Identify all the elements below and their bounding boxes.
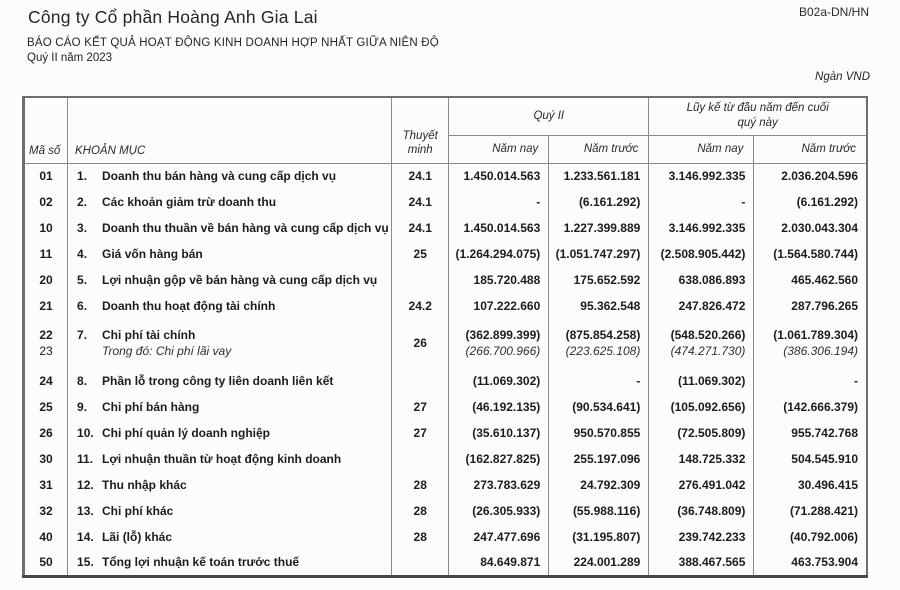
report-title: BÁO CÁO KẾT QUẢ HOẠT ĐỘNG KINH DOANH HỢP NHẤT GIỮA NIÊN ĐỘ [27,37,439,49]
header-quy-ii: Quý II [449,97,649,135]
row-code: 26 [39,426,53,440]
row-code: 32 [39,504,53,518]
cell-ytd-prior [754,446,867,472]
cell-quarter-current [449,472,549,498]
amount: 463.753.904 [791,555,858,570]
amount: (36.748.809) [677,504,746,518]
amount: 1.233.561.181 [563,169,641,184]
item-number: 4. [77,247,88,261]
amount: (40.792.006) [789,530,858,544]
amount: 95.362.548 [580,299,641,313]
cell-note [392,241,449,267]
cell-ytd-current [649,550,754,576]
item-line [77,452,391,466]
cell-note [392,524,449,550]
form-code: B02a-DN/HN [798,5,869,19]
amount: 273.783.629 [473,478,541,492]
cell-code [24,550,68,576]
item-label: Lợi nhuận thuần từ hoạt động kinh doanh [102,452,342,466]
cell-ytd-current [649,293,754,319]
item-label: Chi phí tài chính [102,327,196,342]
cell-code [24,420,68,446]
cell-ytd-current [649,163,754,189]
cell-quarter-prior [549,472,649,498]
cell-item [68,215,392,241]
cell-ytd-current [649,472,754,498]
note-value: 27 [413,400,427,414]
cell-quarter-current [449,550,549,576]
item-line [77,555,391,569]
amount: 388.467.565 [678,555,746,570]
row-code: 21 [39,299,53,313]
cell-item [68,163,392,189]
amount: 30.496.415 [797,478,858,492]
cell-note [392,498,449,524]
cell-quarter-prior [549,163,649,189]
amount: 276.491.042 [678,478,746,492]
amount: (548.520.266) [670,327,746,342]
header-luy-ke-text: Lũy kế từ đầu năm đến cuối quý này [686,102,829,130]
cell-ytd-current [649,241,754,267]
amount: (31.195.807) [572,530,641,544]
amount: 84.649.871 [480,555,541,570]
table-row [24,550,868,576]
note-value: 24.1 [408,195,432,209]
item-sub-label: Trong đó: Chi phí lãi vay [102,343,232,358]
amount: (35.610.137) [472,426,541,440]
cell-ytd-prior [754,189,867,215]
cell-quarter-prior [549,368,649,394]
cell-quarter-current [449,524,549,550]
item-line [77,221,391,235]
cell-item [68,368,392,394]
report-table [22,96,868,578]
cell-quarter-current [449,267,549,293]
note-value: 25 [413,247,427,261]
item-line [77,530,391,544]
table-row [24,267,868,293]
item-number: 7. [77,327,88,342]
cell-code [24,241,68,267]
cell-ytd-prior [754,420,867,446]
amount: (1.264.294.075) [455,247,541,261]
cell-ytd-prior [754,368,867,394]
cell-item [68,472,392,498]
amount: (6.161.292) [578,195,641,209]
cell-code [24,163,68,189]
amount: (90.534.641) [572,400,641,414]
amount: (11.069.302) [472,374,541,388]
row-code: 25 [39,400,53,414]
row-code: 24 [39,374,53,388]
header-row-top [24,97,868,135]
row-code: 11 [39,247,53,261]
item-line [77,299,391,313]
item-label: Lãi (lỗ) khác [102,530,173,544]
cell-quarter-current [449,241,549,267]
cell-quarter-prior [549,524,649,550]
table-row [24,215,868,241]
item-line [77,169,391,183]
item-number: 14. [77,530,94,544]
cell-quarter-current [449,446,549,472]
cell-quarter-prior [549,189,649,215]
note-value: 27 [413,426,427,440]
cell-quarter-current [449,215,549,241]
cell-item [68,550,392,576]
item-label: Chi phí khác [102,504,174,518]
cell-ytd-prior [754,550,867,576]
amount-sub: (386.306.194) [783,343,858,358]
amount: 504.545.910 [791,452,858,466]
amount: (71.288.421) [789,504,858,518]
note-value: 26 [413,335,427,350]
cell-quarter-prior [549,550,649,576]
cell-item [68,189,392,215]
table-row [24,472,868,498]
item-number: 5. [77,273,88,287]
amount: - [741,195,746,209]
amount: (1.051.747.297) [555,247,641,261]
header-q2-nam-nay: Năm nay [449,135,549,163]
amount: 1.227.399.889 [563,221,641,235]
header-thuyet-minh [392,97,449,163]
company-name: Công ty Cổ phần Hoàng Anh Gia Lai [28,7,318,27]
item-number: 10. [77,426,94,440]
cell-quarter-prior [549,267,649,293]
amount: 287.796.265 [791,299,858,313]
table-row [24,368,868,394]
cell-quarter-prior [549,215,649,241]
item-line [77,478,391,492]
item-label: Doanh thu hoạt động tài chính [102,299,276,313]
item-number: 11. [77,452,94,466]
amount: 955.742.768 [791,426,858,440]
item-line [77,195,391,209]
amount: (142.666.379) [783,400,858,414]
cell-ytd-prior [754,394,867,420]
cell-ytd-current [649,394,754,420]
amount: 638.086.893 [678,273,746,287]
cell-code [24,293,68,319]
item-number: 8. [77,374,88,388]
note-value: 28 [413,478,427,492]
row-code: 30 [39,452,53,466]
item-line [77,328,391,344]
cell-item [68,241,392,267]
item-label: Doanh thu bán hàng và cung cấp dịch vụ [102,169,337,184]
item-line [77,247,391,261]
cell-note [392,550,449,576]
cell-ytd-prior [754,293,867,319]
cell-code [24,319,68,368]
cell-quarter-prior [549,293,649,319]
row-code: 20 [39,273,53,287]
note-value: 24.1 [408,221,432,235]
cell-ytd-current [649,420,754,446]
table-row [24,163,868,189]
amount: 247.477.696 [473,530,541,544]
cell-quarter-prior [549,319,649,368]
amount: (6.161.292) [796,195,858,209]
amount: 1.450.014.563 [463,221,541,235]
cell-quarter-current [449,189,549,215]
cell-ytd-current [649,368,754,394]
cell-quarter-prior [549,241,649,267]
cell-ytd-prior [754,498,867,524]
amount: 3.146.992.335 [668,221,746,235]
cell-ytd-current [649,189,754,215]
amount: 107.222.660 [473,299,541,313]
item-label: Tổng lợi nhuận kế toán trước thuế [102,555,300,570]
amount: 2.036.204.596 [781,169,858,184]
cell-quarter-prior [549,394,649,420]
cell-quarter-prior [549,446,649,472]
item-label: Giá vốn hàng bán [102,247,203,261]
cell-note [392,189,449,215]
amount-sub: (223.625.108) [565,343,641,358]
cell-quarter-current [449,394,549,420]
item-number: 15. [77,555,94,570]
item-line [77,426,391,440]
amount: (55.988.116) [572,504,641,518]
cell-ytd-prior [754,241,867,267]
amount: (105.092.656) [670,400,746,414]
item-line [77,504,391,518]
cell-ytd-prior [754,267,867,293]
cell-quarter-prior [549,420,649,446]
row-code: 01 [39,169,53,184]
row-code-2: 23 [39,343,53,358]
cell-ytd-prior [754,319,867,368]
amount: 148.725.332 [678,452,746,466]
item-number: 1. [77,169,88,184]
amount: 1.450.014.563 [463,169,541,184]
row-code: 50 [39,555,53,570]
note-value: 28 [413,530,427,544]
table-row [24,446,868,472]
item-number: 2. [77,195,88,209]
item-line [77,374,391,388]
cell-ytd-current [649,498,754,524]
cell-note [392,446,449,472]
item-number: 12. [77,478,94,492]
cell-quarter-current [449,498,549,524]
header-q2-nam-truoc: Năm trước [549,135,649,163]
cell-code [24,189,68,215]
cell-note [392,215,449,241]
note-value: 24.1 [408,169,432,184]
amount: 224.001.289 [573,555,641,570]
report-period: Quý II năm 2023 [27,52,113,64]
amount: (162.827.825) [465,452,541,466]
cell-item [68,394,392,420]
amount: (875.854.258) [565,327,641,342]
table-row [24,293,868,319]
amount: 239.742.233 [678,530,746,544]
note-value: 28 [413,504,427,518]
header-lk-nam-truoc: Năm trước [754,135,867,163]
cell-code [24,394,68,420]
item-number: 9. [77,400,88,414]
item-number: 6. [77,299,88,313]
cell-note [392,293,449,319]
cell-ytd-current [649,446,754,472]
report-table-body [24,163,868,576]
amount: - [636,374,641,388]
cell-quarter-current [449,420,549,446]
cell-item [68,267,392,293]
cell-quarter-current [449,163,549,189]
cell-ytd-current [649,524,754,550]
cell-note [392,267,449,293]
cell-item [68,498,392,524]
amount: 24.792.309 [580,478,641,492]
amount: (2.508.905.442) [660,247,746,261]
cell-item [68,293,392,319]
cell-ytd-prior [754,472,867,498]
table-row [24,241,868,267]
header-khoan-muc: KHOẢN MỤC [68,97,392,163]
cell-note [392,163,449,189]
cell-code [24,472,68,498]
report-table-head [24,97,868,163]
amount: 175.652.592 [573,273,641,287]
cell-code [24,524,68,550]
amount: (1.564.580.744) [773,247,858,261]
row-code: 02 [39,195,53,209]
cell-item [68,420,392,446]
table-row [24,394,868,420]
row-code: 10 [39,221,53,235]
item-line [77,400,391,414]
cell-code [24,368,68,394]
amount: 950.570.855 [573,426,641,440]
amount: - [536,195,541,209]
item-label: Các khoản giảm trừ doanh thu [102,195,277,209]
item-label: Thu nhập khác [102,478,187,492]
table-row [24,420,868,446]
amount: (72.505.809) [677,426,746,440]
cell-note [392,472,449,498]
row-code: 40 [39,530,53,544]
cell-quarter-current [449,368,549,394]
row-code: 22 [39,327,53,342]
item-label: Lợi nhuận gộp về bán hàng và cung cấp dịch vụ [102,273,378,287]
amount-sub: (266.700.966) [465,343,541,358]
item-number: 3. [77,221,88,235]
cell-code [24,498,68,524]
header-thuyet-minh-text: Thuyết minh [402,129,438,156]
cell-note [392,368,449,394]
cell-code [24,267,68,293]
table-row [24,498,868,524]
amount: 3.146.992.335 [668,169,746,184]
amount: 2.030.043.304 [781,221,858,235]
amount: 255.197.096 [573,452,641,466]
amount: (11.069.302) [677,374,746,388]
amount: - [854,374,858,388]
amount: (1.061.789.304) [773,327,858,342]
amount: (26.305.933) [472,504,541,518]
amount-sub: (474.271.730) [670,343,746,358]
cell-note [392,319,449,368]
cell-ytd-prior [754,215,867,241]
item-label: Chi phí bán hàng [102,400,200,414]
currency-unit: Ngàn VND [815,71,870,83]
row-code: 31 [39,478,53,492]
cell-quarter-current [449,293,549,319]
amount: (46.192.135) [472,400,541,414]
cell-quarter-prior [549,498,649,524]
cell-ytd-current [649,215,754,241]
amount: 247.826.472 [678,299,746,313]
header-lk-nam-nay: Năm nay [649,135,754,163]
item-label: Phần lỗ trong công ty liên doanh liên kết [102,374,334,388]
cell-item [68,524,392,550]
item-line [77,273,391,287]
item-label: Chi phí quản lý doanh nghiệp [102,426,271,440]
cell-code [24,446,68,472]
header-luy-ke [649,97,867,135]
amount: 465.462.560 [791,273,858,287]
item-number: 13. [77,504,94,518]
cell-item [68,446,392,472]
cell-note [392,394,449,420]
cell-ytd-prior [754,163,867,189]
note-value: 24.2 [408,299,432,313]
amount: (362.899.399) [465,327,541,342]
cell-quarter-current [449,319,549,368]
table-row [24,189,868,215]
cell-ytd-current [649,267,754,293]
cell-item [68,319,392,368]
cell-ytd-prior [754,524,867,550]
cell-code [24,215,68,241]
cell-note [392,420,449,446]
cell-ytd-current [649,319,754,368]
amount: 185.720.488 [473,273,541,287]
table-row [24,524,868,550]
header-ma-so: Mã số [24,97,68,163]
item-label: Doanh thu thuần về bán hàng và cung cấp dịch vụ [102,221,389,235]
table-row [24,319,868,368]
